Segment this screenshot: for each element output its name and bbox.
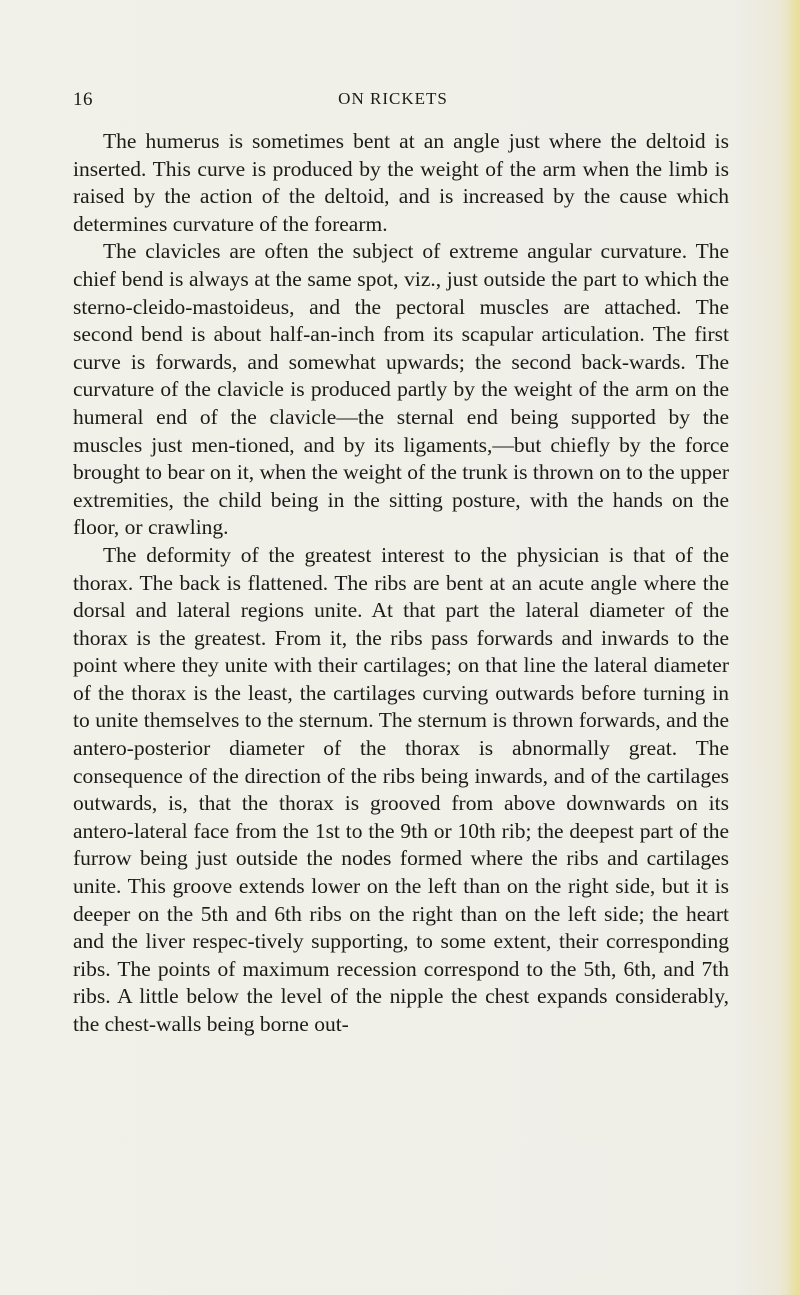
body-text	[73, 128, 729, 1039]
paragraph-clavicles: The clavicles are often the subject of extreme angular curvature. The chief bend is always at the same spot, viz., just outside the part to which the sterno-cleido-mastoideus, and the pectoral muscles are attached. The second bend is about half-an-inch from its scapular articulation. The first curve is forwards, and somewhat upwards; the second back-wards. The curvature of the clavicle is produced partly by the weight of the arm on the humeral end of the clavicle—the sternal end being supported by the muscles just men-tioned, and by its ligaments,—but chiefly by the force brought to bear on it, when the weight of the trunk is thrown on to the upper extremities, the child being in the sitting posture, with the hands on the floor, or crawling.	[73, 239, 729, 540]
page-edge-discoloration	[786, 0, 800, 1295]
paragraph-thorax: The deformity of the greatest interest to the physician is that of the thorax. The back is flattened. The ribs are bent at an acute angle where the dorsal and lateral regions unite. At that part the lateral diameter of the thorax is the greatest. From it, the ribs pass forwards and inwards to the point where they unite with their cartilages; on that line the lateral diameter of the thorax is the least, the cartilages curving outwards before turning in to unite themselves to the sternum. The sternum is thrown forwards, and the antero-posterior diameter of the thorax is abnormally great. The consequence of the direction of the ribs being inwards, and of the cartilages outwards, is, that the thorax is grooved from above downwards on its antero-lateral face from the 1st to the 9th or 10th rib; the deepest part of the furrow being just outside the nodes formed where the ribs and cartilages unite. This groove extends lower on the left than on the right side, but it is deeper on the 5th and 6th ribs on the right than on the left side; the heart and the liver respec-tively supporting, to some extent, their corresponding ribs. The points of maximum recession correspond to the 5th, 6th, and 7th ribs. A little below the level of the nipple the chest expands considerably, the chest-walls being borne out-	[73, 542, 729, 1036]
running-title: ON RICKETS	[338, 89, 448, 108]
page-header	[73, 89, 713, 113]
paragraph-humerus: The humerus is sometimes bent at an angle just where the deltoid is inserted. This curve is produced by the weight of the arm when the limb is raised by the action of the deltoid, and is increased by the cause which determines curvature of the forearm.	[73, 129, 729, 236]
page-number: 16	[73, 89, 93, 110]
